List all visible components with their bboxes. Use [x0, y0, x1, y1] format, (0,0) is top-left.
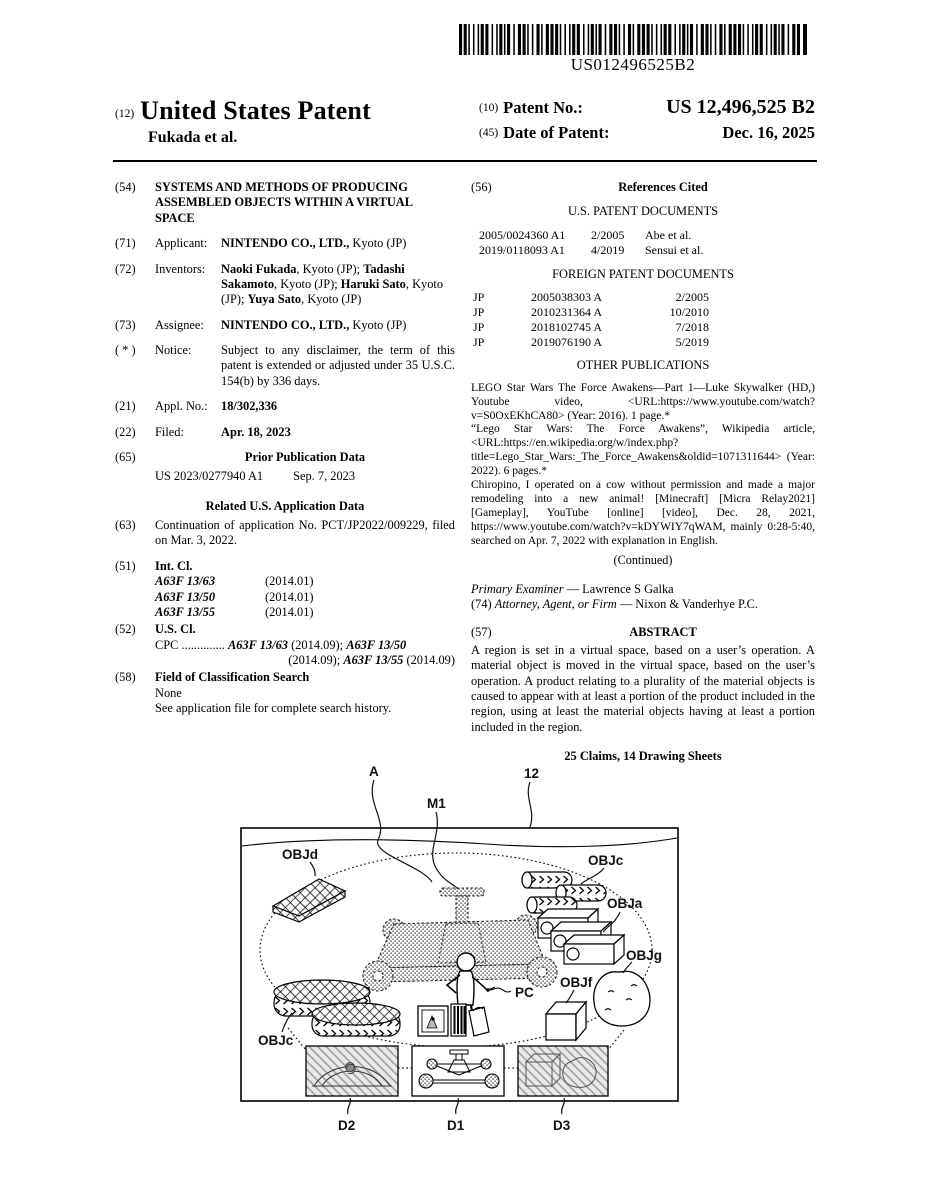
- abstract-text: A region is set in a virtual space, based on a user’s operation. A material object is moved in the virtual space, based on the user’s operation. A product relating to a plurality of the material objects is caused to appear with at least a portion of the product included in the region, using at least the material objects having at least a portion included in the region.: [471, 642, 815, 734]
- patent-no-label: Patent No.:: [503, 98, 583, 117]
- cpc-line-1: CPC .............. A63F 13/63 (2014.09); A63F 13/50: [155, 637, 407, 652]
- figure-d2-panel: [306, 1046, 398, 1096]
- prior-pub-date: Sep. 7, 2023: [293, 469, 356, 484]
- biblio-columns: [115, 180, 815, 765]
- field-num: (71): [115, 236, 136, 251]
- barcode-text: US012496525B2: [570, 55, 696, 74]
- cpc-line-2: (2014.09); A63F 13/55 (2014.09): [288, 653, 455, 667]
- continuation-text: Continuation of application No. PCT/JP2022/009229, filed on Mar. 3, 2022.: [155, 518, 455, 548]
- search-none: None: [155, 685, 182, 700]
- int-cl-heading: Int. Cl.: [155, 558, 193, 573]
- header-rule: [113, 160, 817, 162]
- attorney-line: (74) Attorney, Agent, or Firm — Nixon & Vanderhye P.C.: [471, 597, 758, 612]
- right-column: [471, 180, 815, 765]
- role-label: Assignee:: [155, 317, 204, 332]
- figure-objf-cube: [546, 1002, 586, 1040]
- us-cl-block: [155, 622, 455, 668]
- search-block: [155, 670, 455, 716]
- continued-note: (Continued): [613, 552, 673, 567]
- label-d3: D3: [553, 1118, 571, 1133]
- applicant-value: [221, 236, 455, 251]
- header-left: [115, 96, 371, 147]
- applicant-name: NINTENDO CO., LTD.,: [221, 236, 350, 251]
- search-note: See application file for complete search history.: [155, 701, 392, 716]
- label-d1: D1: [447, 1118, 465, 1133]
- code-45: (45): [479, 127, 499, 139]
- foreign-ref-row: JP 2005038303 A 2/2005: [473, 289, 709, 304]
- patent-figure: [226, 764, 698, 1143]
- field-num: (58): [115, 670, 136, 685]
- abstract-heading: ABSTRACT: [629, 624, 697, 639]
- label-m1: M1: [427, 796, 446, 811]
- label-a: A: [369, 764, 379, 779]
- field-58-search: [115, 670, 455, 716]
- us-cl-heading: U.S. Cl.: [155, 622, 196, 637]
- examiner-block: [471, 582, 815, 613]
- label-objd: OBJd: [282, 847, 319, 862]
- role-label: Notice:: [155, 343, 192, 357]
- document-type: United States Patent: [140, 96, 371, 125]
- assignee-name: NINTENDO CO., LTD.,: [221, 317, 350, 332]
- role-label: Inventors:: [155, 261, 206, 276]
- field-72-inventors: [115, 262, 455, 308]
- assignee-value: [221, 318, 455, 333]
- foreign-ref-row: JP 2019076190 A 5/2019: [473, 334, 709, 349]
- label-objc-top: OBJc: [588, 853, 624, 868]
- field-num: (51): [115, 558, 136, 573]
- figure-d3-panel: [518, 1046, 608, 1096]
- date-label: Date of Patent:: [503, 123, 610, 142]
- filed-label: Filed:: [155, 424, 184, 439]
- code-10: (10): [479, 102, 499, 114]
- claims-line: 25 Claims, 14 Drawing Sheets: [564, 749, 722, 764]
- field-num: (54): [115, 180, 136, 194]
- foreign-docs-heading: FOREIGN PATENT DOCUMENTS: [552, 266, 734, 281]
- field-52-us-cl: [115, 622, 455, 668]
- field-num: (57): [471, 624, 492, 639]
- foreign-ref-row: JP 2018102745 A 7/2018: [473, 319, 709, 334]
- appl-no-label: Appl. No.:: [155, 399, 208, 414]
- label-obja: OBJa: [607, 896, 643, 911]
- appl-no-value: 18/302,336: [221, 399, 278, 414]
- other-pubs-heading: OTHER PUBLICATIONS: [576, 358, 710, 373]
- field-num: (73): [115, 317, 136, 332]
- search-heading: Field of Classification Search: [155, 670, 310, 685]
- foreign-ref-row: JP 2010231364 A 10/2010: [473, 304, 709, 319]
- inventor-short: Fukada et al.: [148, 129, 238, 146]
- us-ref-row: 2005/0024360 A1 2/2005 Abe et al.: [479, 227, 692, 242]
- role-label: Applicant:: [155, 236, 208, 251]
- field-73-assignee: [115, 318, 455, 333]
- inventors-value: Naoki Fukada, Kyoto (JP); Tadashi Sakamoto, Kyoto (JP); Haruki Sato, Kyoto (JP); Yuya Sato, Kyoto (JP): [221, 261, 444, 307]
- us-ref-row: 2019/0118093 A1 4/2019 Sensui et al.: [479, 242, 704, 257]
- field-num: (21): [115, 399, 136, 414]
- field-num: (22): [115, 424, 136, 439]
- prior-pub-heading: Prior Publication Data: [244, 449, 366, 464]
- int-cl-row: A63F 13/63 (2014.01): [155, 574, 314, 589]
- field-57-abstract: [471, 625, 815, 640]
- field-21-appl-no: [115, 399, 455, 414]
- field-65-prior-pub: [115, 450, 455, 465]
- related-data-heading: Related U.S. Application Data: [205, 498, 365, 513]
- int-cl-row: A63F 13/50 (2014.01): [155, 589, 314, 604]
- header: [115, 96, 815, 147]
- field-num: (65): [115, 449, 136, 464]
- figure-d1-panel: [412, 1046, 504, 1096]
- patent-number: US 12,496,525 B2: [666, 96, 815, 118]
- prior-pub-data: [155, 469, 455, 484]
- field-num: (72): [115, 261, 136, 276]
- field-63-continuation: [115, 518, 455, 549]
- publication-item: LEGO Star Wars The Force Awakens—Part 1—Luke Skywalker (HD,) Youtube video, <URL:https://www.youtube.com/watch?v=S0OxEKhCA80> (Year: 2016). 1 page.*: [471, 381, 815, 422]
- kind-code-12: (12): [115, 108, 135, 120]
- publication-item: “Lego Star Wars: The Force Awakens”, Wikipedia article, <URL:https://en.wikipedia.org/w/index.php?title=Lego_Star_Wars:_The_Force_Awakens&oldid=1071311644> (Year: 2022). 6 pages.*: [471, 423, 815, 478]
- label-objf: OBJf: [560, 975, 593, 990]
- field-num: (56): [471, 180, 492, 194]
- applicant-location: Kyoto (JP): [349, 236, 407, 251]
- field-56-references: [471, 180, 815, 195]
- notice-text: Subject to any disclaimer, the term of this patent is extended or adjusted under 35 U.S.C. 154(b) by 336 days.: [221, 343, 455, 388]
- label-objg: OBJg: [626, 948, 663, 963]
- field-num: ( * ): [115, 343, 136, 357]
- field-num: (52): [115, 622, 136, 637]
- figure-feet-objects: [418, 1004, 489, 1036]
- int-cl-row: A63F 13/55 (2014.01): [155, 604, 314, 619]
- label-objc-left: OBJc: [258, 1033, 294, 1048]
- field-notice: [115, 343, 455, 389]
- invention-title: SYSTEMS AND METHODS OF PRODUCING ASSEMBLED OBJECTS WITHIN A VIRTUAL SPACE: [155, 180, 413, 225]
- field-num: (63): [115, 518, 136, 532]
- patent-date: Dec. 16, 2025: [722, 123, 815, 142]
- primary-examiner-line: Primary Examiner — Lawrence S Galka: [471, 581, 674, 596]
- barcode-bars: [457, 24, 809, 55]
- label-d2: D2: [338, 1118, 356, 1133]
- label-pc: PC: [515, 985, 534, 1000]
- figure-objg-blob: [594, 971, 650, 1026]
- leader-12: [528, 782, 531, 827]
- prior-pub-number: US 2023/0277940 A1: [155, 469, 264, 484]
- field-51-int-cl: [115, 559, 455, 621]
- us-patent-docs-heading: U.S. PATENT DOCUMENTS: [567, 204, 719, 219]
- field-22-filed: [115, 425, 455, 440]
- label-12: 12: [524, 766, 540, 781]
- publication-item: Chiropino, I operated on a cow without permission and made a major remodeling into a new animal! [Minecraft] [Micra Relay2021] [Gameplay], YouTube [online] [video], Dec. 28, 2021, https://www.youtube.com/watch?v=kDYWIY7qWAM, mainly 0:28-5:40, searched on Apr. 7, 2022 with explanation in English.: [471, 479, 815, 547]
- header-right: [479, 96, 815, 143]
- field-54-title: [115, 180, 455, 226]
- figure-drawing: [226, 764, 698, 1138]
- left-column: [115, 180, 455, 765]
- filed-date: Apr. 18, 2023: [221, 424, 291, 439]
- barcode: [455, 24, 811, 75]
- references-heading: References Cited: [618, 180, 708, 194]
- int-cl-block: [155, 559, 455, 621]
- assignee-location: Kyoto (JP): [349, 317, 407, 332]
- field-71-applicant: [115, 236, 455, 251]
